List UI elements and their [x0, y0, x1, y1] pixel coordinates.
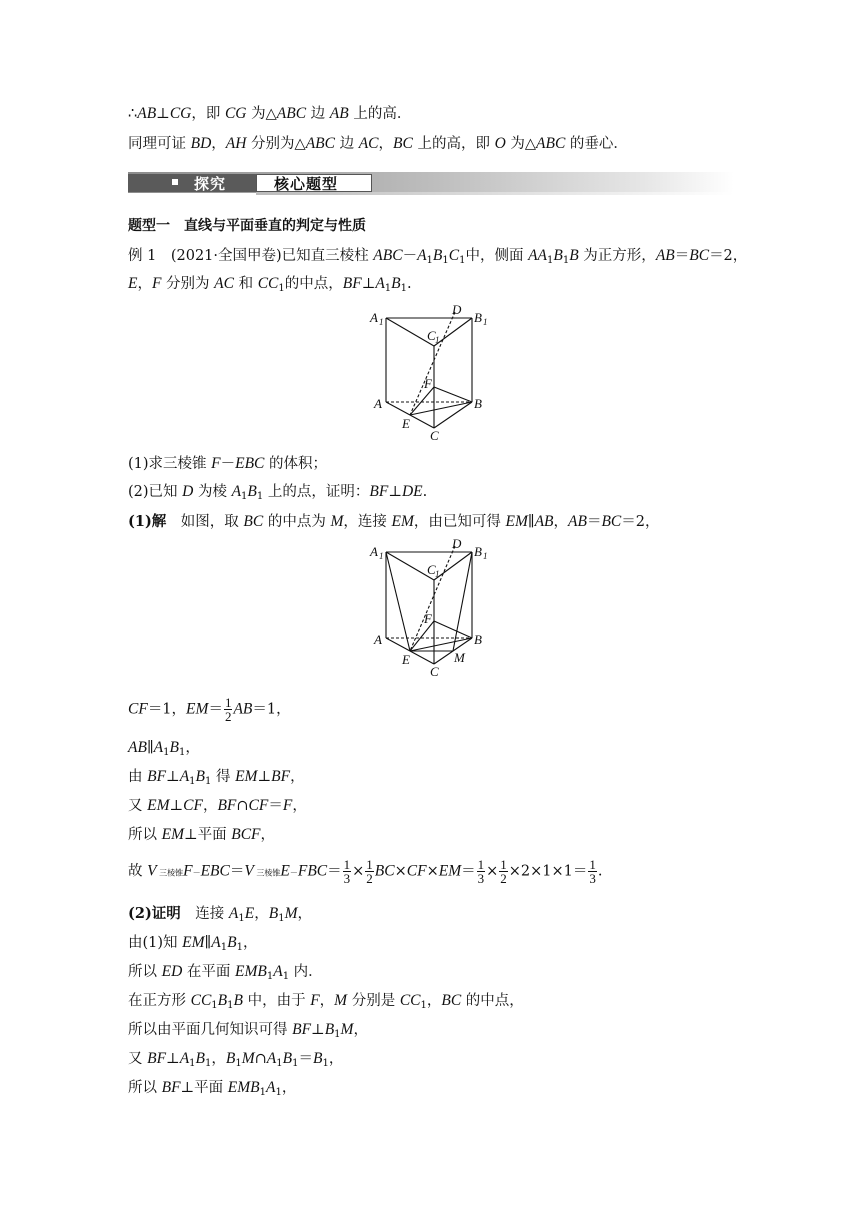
svg-text:C: C: [430, 664, 439, 679]
svg-text:F: F: [424, 376, 432, 391]
fraction: $\frac{1}{2}$: [224, 695, 232, 724]
text-line: 同理可证 BD，AH 分别为△ABC 边 AC，BC 上的高，即 O 为△ABC 的垂心．: [128, 135, 628, 152]
fraction: $\frac{1}{2}$: [366, 857, 373, 886]
solution-line: 由 $BF\perp A_1B_1$ 得 EM⊥BF，: [128, 768, 305, 787]
svg-text:M: M: [454, 650, 465, 665]
solution-line: CF＝1，EM＝ $\frac{1}{2}$ AB＝1，: [128, 695, 291, 724]
square-bullet-icon: [172, 179, 178, 185]
text-line: ∴AB⊥CG，即 CG 为△ABC 边 AB 上的高．: [128, 105, 412, 122]
solution-line: 所以由平面几何知识可得 $BF\perp B_1M$，: [128, 1021, 368, 1040]
solution-line: 所以 BF⊥平面 $EMB_1A_1$，: [128, 1079, 297, 1098]
solution-line: 由(1)知 $EM\parallel A_1B_1$，: [128, 934, 258, 953]
svg-text:B: B: [474, 396, 482, 411]
svg-text:C: C: [427, 328, 436, 343]
banner-dark-block: [128, 174, 256, 192]
banner-right-label: 核心题型: [274, 175, 339, 193]
svg-text:E: E: [402, 652, 410, 667]
svg-text:A: A: [374, 632, 382, 647]
svg-text:C: C: [430, 428, 439, 443]
solution-line: $AB\parallel A_1B_1$，: [128, 739, 200, 758]
solution-line: 又 $BF\perp A_1B_1$，$B_1M\cap A_1B_1=B_1$，: [128, 1050, 344, 1069]
section-heading: 题型一 直线与平面垂直的判定与性质: [128, 218, 366, 234]
svg-text:A: A: [370, 310, 378, 325]
fraction: $\frac{1}{3}$: [343, 857, 351, 886]
question-2: (2)已知 D 为棱 $A_1B_1$ 上的点，证明：BF⊥DE.: [128, 483, 428, 502]
section-banner: [128, 172, 734, 198]
svg-text:1: 1: [435, 335, 440, 345]
svg-text:1: 1: [379, 317, 384, 327]
svg-text:1: 1: [483, 317, 488, 327]
fraction: $\frac{1}{3}$: [589, 857, 596, 886]
svg-text:B: B: [474, 544, 482, 559]
svg-text:D: D: [452, 538, 462, 551]
svg-text:D: D: [452, 304, 462, 317]
fraction: $\frac{1}{3}$: [477, 857, 485, 886]
solution-2-line: (2)证明 连接 $A_1E$，$B_1M$，: [128, 905, 312, 924]
example-line: 例 1 (2021·全国甲卷)已知直三棱柱 $ABC-A_1B_1C_1$中，侧面 $AA_1B_1B$ 为正方形，AB＝BC＝2，: [128, 247, 748, 266]
svg-text:A: A: [374, 396, 382, 411]
banner-left-label: 探究: [194, 175, 227, 193]
svg-text:B: B: [474, 310, 482, 325]
svg-text:B: B: [474, 632, 482, 647]
solution-1-line: (1)解 如图，取 BC 的中点为 M，连接 EM，由已知可得 EM∥AB，AB＝BC＝2，: [128, 513, 660, 530]
prism-figure-1: [360, 304, 500, 446]
fraction: $\frac{1}{2}$: [500, 857, 507, 886]
svg-text:A: A: [370, 544, 378, 559]
svg-text:E: E: [402, 416, 410, 431]
solution-line: 所以 ED 在平面 $EMB_1A_1$ 内．: [128, 963, 323, 982]
svg-text:1: 1: [435, 569, 440, 579]
solution-line: 又 EM⊥CF，BF∩CF＝F，: [128, 797, 307, 814]
example-line: E，F 分别为 AC 和 $CC_1$的中点，$BF\perp A_1B_1$.: [128, 275, 412, 294]
svg-text:C: C: [427, 562, 436, 577]
solution-line: 在正方形 $CC_1B_1B$ 中，由于 F，M 分别是 $CC_1$，BC 的中点，: [128, 992, 524, 1011]
svg-text:1: 1: [379, 551, 384, 561]
svg-text:1: 1: [483, 551, 488, 561]
question-1: (1)求三棱锥 F－EBC 的体积；: [128, 455, 328, 472]
volume-formula: 故 V 三棱锥F－EBC＝V 三棱锥E－FBC＝ $\frac{1}{3}$ × $\frac{1}{2}$ BC×CF×EM＝ $\frac{1}{3}$ × $\frac{1}{2}$ ×2×1×1＝ $\frac{1}{3}$ .: [128, 857, 603, 886]
solution-line: 所以 EM⊥平面 BCF，: [128, 826, 276, 843]
svg-text:F: F: [424, 611, 432, 626]
prism-figure-2: [360, 538, 500, 680]
